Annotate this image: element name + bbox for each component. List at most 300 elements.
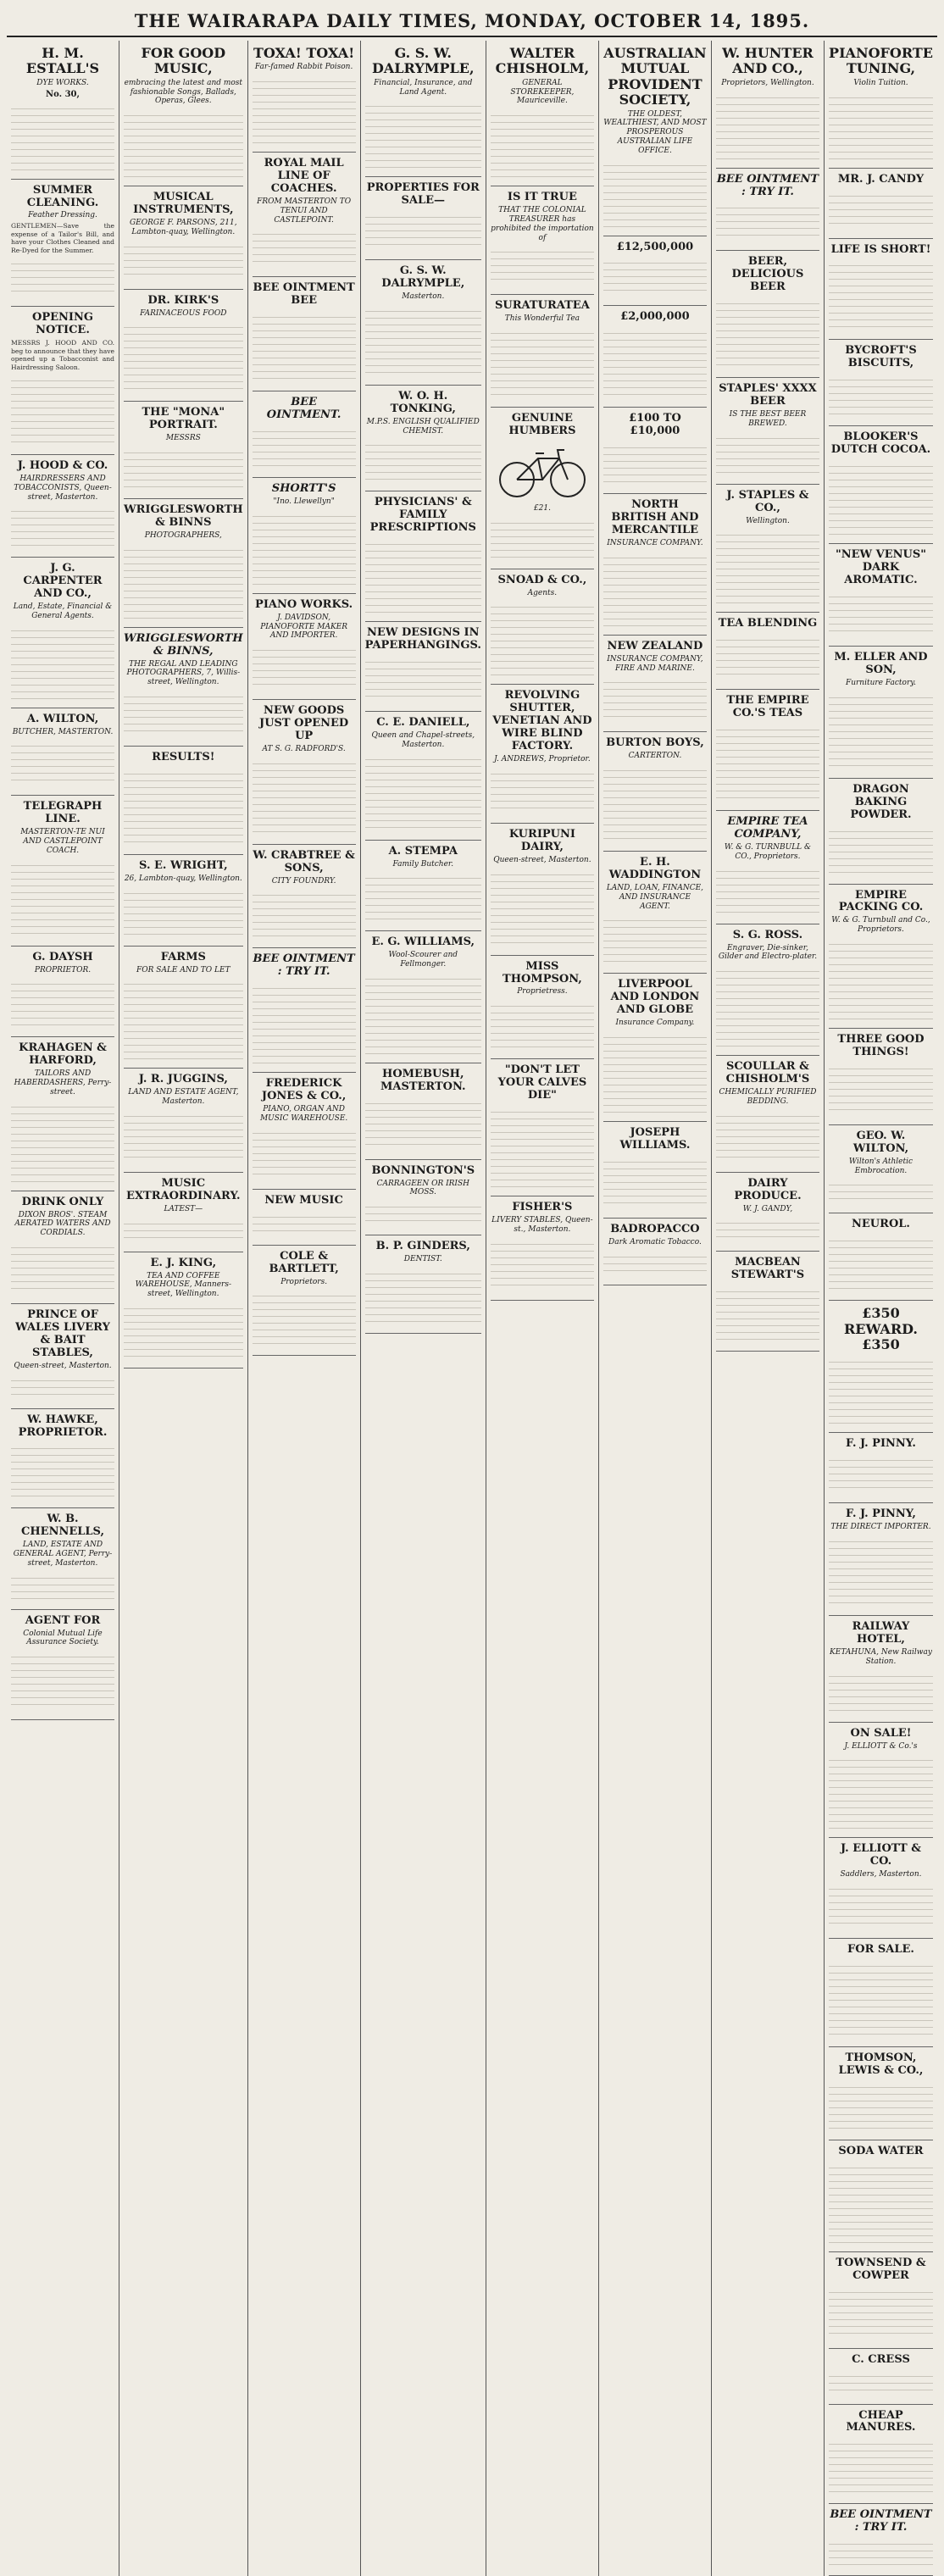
ad-heading: FOR GOOD MUSIC, <box>141 45 226 77</box>
ad-subheading: DIXON BROS'. STEAM AERATED WATERS AND CORDIALS. <box>14 1210 111 1238</box>
ad-subheading: CITY FOUNDRY. <box>271 876 336 886</box>
body-copy-lines <box>829 825 933 875</box>
ad-subheading: LATEST— <box>164 1204 203 1213</box>
advertisement <box>253 1073 356 1189</box>
body-copy-lines <box>829 190 933 230</box>
ad-subheading: "Ino. Llewellyn" <box>273 497 335 507</box>
advertisement <box>829 1838 933 1939</box>
advertisement <box>716 41 819 169</box>
ad-heading: PIANO WORKS. <box>255 597 353 611</box>
advertisement <box>829 239 933 341</box>
advertisement <box>11 41 114 180</box>
body-copy-lines <box>603 914 707 964</box>
ad-subheading: J. ANDREWS, Proprietor. <box>494 755 591 764</box>
body-copy-lines <box>365 1097 481 1151</box>
body-copy-lines <box>829 1883 933 1929</box>
ad-heading: GEO. W. WILTON, <box>852 1129 909 1155</box>
body-copy-lines <box>11 1241 114 1295</box>
body-copy-lines <box>11 625 114 699</box>
ad-heading: TOWNSEND & COWPER <box>836 2256 926 2282</box>
ad-subheading: LAND, ESTATE AND GENERAL AGENT, Perry-street, Masterton. <box>13 1541 113 1568</box>
ad-heading: W. B. CHENNELLS, <box>21 1513 104 1539</box>
ad-heading: NEW DESIGNS IN PAPERHANGINGS. <box>364 626 481 652</box>
ad-subheading: Furniture Factory. <box>845 678 917 687</box>
ad-heading: CHEAP MANURES. <box>846 2408 916 2434</box>
advertisement <box>253 391 356 478</box>
column-8-9 <box>825 41 937 2576</box>
ad-subheading: Masterton. <box>402 292 445 302</box>
ad-heading: BEE OINTMENT BEE <box>253 281 355 308</box>
advertisement <box>124 1069 243 1173</box>
ad-subheading: Proprietress. <box>517 987 568 997</box>
body-copy-lines <box>491 1106 594 1187</box>
ad-body-text: GENTLEMEN—Save the expense of a Tailor's Bill, and have your Clothes Cleaned and Re-Dyed for the Summer. <box>11 222 115 254</box>
ad-heading: EMPIRE PACKING CO. <box>838 888 924 914</box>
ad-heading: LIVERPOOL AND LONDON AND GLOBE <box>610 978 700 1017</box>
body-copy-lines <box>716 92 819 159</box>
advertisement <box>829 2504 933 2576</box>
ad-subheading: MESSRS <box>165 434 201 443</box>
ad-heading: SURATURATEA <box>495 299 590 313</box>
ad-heading: BONNINGTON'S <box>371 1163 475 1177</box>
ad-heading: BEER, DELICIOUS BEER <box>731 255 804 294</box>
body-copy-lines <box>253 510 356 585</box>
body-copy-lines <box>603 327 707 398</box>
body-copy-lines <box>491 869 594 947</box>
body-copy-lines <box>829 1235 933 1291</box>
advertisement <box>491 956 594 1060</box>
masthead <box>7 5 937 37</box>
ad-subheading: DENTIST. <box>403 1255 442 1264</box>
body-copy-lines <box>829 2081 933 2131</box>
body-copy-lines <box>365 100 481 168</box>
ad-subheading: THE OLDEST, WEALTHIEST, AND MOST PROSPEROUS AUSTRALIAN LIFE OFFICE. <box>603 109 707 155</box>
advertisement <box>365 1160 481 1236</box>
ad-heading: BEE OINTMENT : TRY IT. <box>716 172 819 198</box>
body-copy-lines <box>829 1356 933 1424</box>
ad-subheading: Engraver, Die-sinker, Gilder and Electro-plater. <box>718 943 818 962</box>
body-copy-lines <box>11 859 114 937</box>
advertisement <box>11 1610 114 1721</box>
ad-heading: A. WILTON, <box>26 712 99 725</box>
column-1 <box>7 41 119 2576</box>
ad-subheading: Feather Dressing. <box>28 211 97 220</box>
ad-subheading: Queen-street, Masterton. <box>493 855 591 864</box>
body-copy-lines <box>603 257 707 297</box>
advertisement <box>603 974 707 1122</box>
body-copy-lines <box>716 1110 819 1163</box>
ad-subheading: INSURANCE COMPANY. <box>607 539 703 548</box>
advertisement <box>491 41 594 186</box>
body-copy-lines <box>253 425 356 469</box>
ad-subheading: Far-famed Rabbit Poison. <box>254 63 353 72</box>
ad-subheading: W. & G. Turnbull and Co., Proprietors. <box>831 916 930 935</box>
ad-subheading: GEORGE F. PARSONS, 211, Lambton-quay, Wellington. <box>129 219 237 236</box>
body-copy-lines <box>829 2538 933 2567</box>
body-copy-lines <box>829 2286 933 2340</box>
advertisement <box>124 41 243 186</box>
body-copy-lines <box>716 865 819 915</box>
advertisement <box>124 628 243 747</box>
advertisement <box>491 685 594 823</box>
advertisement <box>491 1059 594 1196</box>
ad-subheading: This Wonderful Tea <box>504 314 580 324</box>
ad-subheading: AT S. G. RADFORD'S. <box>262 745 346 754</box>
ad-heading: KRAHAGEN & HARFORD, <box>19 1041 107 1068</box>
body-copy-lines <box>253 75 356 143</box>
ad-subheading: Family Butcher. <box>392 859 454 869</box>
body-copy-lines <box>716 297 819 369</box>
ad-subheading: Proprietors. <box>280 1277 328 1286</box>
advertisement <box>603 408 707 494</box>
body-copy-lines <box>603 764 707 842</box>
ad-heading: FREDERICK JONES & CO., <box>261 1077 347 1103</box>
advertisement <box>124 855 243 947</box>
advertisement <box>491 295 594 408</box>
ad-heading: E. G. WILLIAMS, <box>371 935 475 949</box>
ad-heading: SNOAD & CO., <box>497 573 587 586</box>
body-copy-lines <box>124 447 243 490</box>
body-copy-lines <box>829 2370 933 2396</box>
ad-heading: SHORTT'S <box>271 482 336 496</box>
ad-subheading: PIANO, ORGAN AND MUSIC WAREHOUSE. <box>259 1105 348 1124</box>
advertisement <box>829 2252 933 2349</box>
column-4 <box>361 41 486 2576</box>
body-copy-lines <box>253 644 356 691</box>
advertisement <box>11 1037 114 1191</box>
ad-subheading: LAND, LOAN, FINANCE, AND INSURANCE AGENT. <box>606 884 704 911</box>
body-copy-lines <box>365 439 481 482</box>
body-copy-lines <box>253 1127 356 1180</box>
advertisement <box>253 594 356 700</box>
ad-heading: J. ELLIOTT & CO. <box>841 1842 921 1868</box>
body-copy-lines <box>716 1285 819 1342</box>
ad-heading: DAIRY PRODUCE. <box>734 1176 802 1202</box>
ad-subheading: Queen and Chapel-streets, Masterton. <box>371 731 475 749</box>
ad-heading: THE "MONA" PORTRAIT. <box>142 406 225 432</box>
body-copy-lines <box>491 517 594 560</box>
ad-subheading: J. DAVIDSON, PIANOFORTE MAKER AND IMPORTER. <box>260 613 348 641</box>
ad-heading: SUMMER CLEANING. <box>26 183 99 209</box>
advertisement <box>829 1939 933 2047</box>
body-copy-lines <box>603 1156 707 1209</box>
body-copy-lines <box>829 591 933 637</box>
advertisement <box>829 169 933 239</box>
advertisement <box>829 2140 933 2252</box>
advertisement <box>253 948 356 1073</box>
body-copy-lines <box>603 676 707 723</box>
ad-heading: PHYSICIANS' & FAMILY PRESCRIPTIONS <box>369 496 476 535</box>
advertisement <box>829 426 933 544</box>
body-copy-lines <box>491 1238 594 1291</box>
body-copy-lines <box>603 159 707 227</box>
body-copy-lines <box>365 305 481 376</box>
advertisement <box>829 544 933 647</box>
advertisement <box>829 1029 933 1125</box>
ad-heading: AGENT FOR <box>25 1613 101 1627</box>
body-copy-lines <box>603 1031 707 1113</box>
ad-heading: J. HOOD & CO. <box>17 459 108 472</box>
ad-heading: ON SALE! <box>850 1726 912 1740</box>
body-copy-lines <box>829 92 933 159</box>
body-copy-lines <box>124 887 243 937</box>
ad-heading: FOR SALE. <box>847 1942 914 1956</box>
advertisement <box>829 2349 933 2405</box>
advertisement <box>365 386 481 491</box>
body-copy-lines <box>124 109 243 177</box>
advertisement <box>829 2047 933 2140</box>
ad-heading: J. STAPLES & CO., <box>726 488 809 514</box>
ad-heading: £100 TO £10,000 <box>629 412 681 438</box>
ad-subheading: embracing the latest and most fashionable Songs, Ballads, Operas, Glees. <box>124 78 243 106</box>
advertisement <box>253 1246 356 1357</box>
body-copy-lines <box>253 311 356 382</box>
ad-subheading: INSURANCE COMPANY, FIRE AND MARINE. <box>607 654 703 673</box>
advertisement <box>603 636 707 733</box>
ad-heading: F. J. PINNY, <box>846 1507 916 1521</box>
advertisement <box>253 478 356 594</box>
ad-subheading: Saddlers, Masterton. <box>840 1870 922 1879</box>
ad-heading: BADROPACCO <box>610 1222 700 1235</box>
ad-subheading: LIVERY STABLES, Queen-st., Masterton. <box>491 1216 593 1234</box>
ad-heading: IS IT TRUE <box>507 191 577 204</box>
body-copy-lines <box>491 768 594 814</box>
advertisement <box>829 647 933 779</box>
advertisement <box>716 1252 819 1352</box>
column-3 <box>248 41 361 2576</box>
advertisement <box>365 841 481 932</box>
ad-heading: BEE OINTMENT : TRY IT. <box>830 2508 932 2534</box>
advertisement <box>491 186 594 295</box>
body-copy-lines <box>124 768 243 846</box>
body-copy-lines <box>829 1179 933 1204</box>
ad-subheading: HAIRDRESSERS AND TOBACCONISTS, Queen-street, Masterton. <box>14 474 112 502</box>
ad-subheading: CARRAGEEN OR IRISH MOSS. <box>376 1179 469 1197</box>
advertisement <box>124 402 243 499</box>
advertisement <box>11 558 114 708</box>
body-copy-lines <box>491 327 594 398</box>
body-copy-lines <box>365 753 481 831</box>
ad-heading: MUSICAL INSTRUMENTS, <box>133 191 234 217</box>
advertisement <box>253 41 356 153</box>
ad-heading: ROYAL MAIL LINE OF COACHES. <box>264 157 344 196</box>
body-copy-lines <box>11 1442 114 1499</box>
ad-subheading: LAND AND ESTATE AGENT, Masterton. <box>128 1088 239 1107</box>
ad-heading: RAILWAY HOTEL, <box>852 1620 910 1646</box>
advertisement <box>829 1723 933 1839</box>
ad-heading: BYCROFT'S BISCUITS, <box>845 344 917 370</box>
ad-heading: OPENING NOTICE. <box>32 311 93 337</box>
advertisement <box>603 1219 707 1285</box>
advertisement <box>829 2405 933 2505</box>
ad-heading: DR. KIRK'S <box>147 293 219 307</box>
body-copy-lines <box>253 228 356 268</box>
ad-subheading: J. ELLIOTT & Co.'s <box>844 1741 918 1751</box>
body-copy-lines <box>716 432 819 475</box>
ad-subheading: Land, Estate, Financial & General Agents. <box>13 602 113 620</box>
advertisement <box>365 931 481 1063</box>
ad-heading: NEW MUSIC <box>264 1193 343 1207</box>
advertisement <box>716 251 819 378</box>
body-copy-lines <box>365 872 481 922</box>
body-copy-lines <box>124 321 243 392</box>
advertisement <box>253 700 356 845</box>
ad-subheading: MASTERTON-TE NUI AND CASTLEPOINT COACH. <box>20 828 105 855</box>
advertisement <box>716 690 819 811</box>
body-copy-lines <box>603 1251 707 1276</box>
advertisement <box>124 1173 243 1252</box>
body-copy-lines <box>491 109 594 177</box>
advertisement <box>124 947 243 1069</box>
body-copy-lines <box>124 1218 243 1243</box>
body-copy-lines <box>253 1211 356 1236</box>
body-copy-lines <box>365 656 481 702</box>
ad-subheading: Agents. <box>527 588 558 597</box>
ad-heading: W. HUNTER AND CO., <box>722 45 814 77</box>
advertisement <box>365 712 481 841</box>
ad-heading: SODA WATER <box>838 2144 924 2157</box>
advertisement <box>716 924 819 1057</box>
ad-heading: COLE & BARTLETT, <box>269 1249 339 1275</box>
ad-heading: A. STEMPA <box>388 844 458 858</box>
advertisement <box>124 1252 243 1368</box>
advertisement <box>716 1173 819 1252</box>
body-copy-lines <box>716 202 819 242</box>
ad-heading: TELEGRAPH LINE. <box>23 800 103 826</box>
advertisement <box>716 378 819 484</box>
ad-subheading: Proprietors, Wellington. <box>721 78 814 87</box>
ad-heading: PIANOFORTE TUNING, <box>829 45 933 77</box>
advertisement <box>365 491 481 622</box>
ad-heading: THE EMPIRE CO.'S TEAS <box>726 694 809 720</box>
body-copy-lines <box>124 544 243 619</box>
ad-heading: THREE GOOD THINGS! <box>837 1032 925 1058</box>
column-6 <box>599 41 712 2576</box>
ad-subheading: Insurance Company. <box>615 1019 695 1028</box>
ad-heading: FARMS <box>160 950 206 963</box>
ad-subheading: CARTERTON. <box>628 752 682 761</box>
ad-footer: No. 30, <box>46 89 80 99</box>
body-copy-lines <box>716 634 819 680</box>
advertisement <box>829 41 933 169</box>
ad-heading: JOSEPH WILLIAMS. <box>619 1126 691 1152</box>
ad-subheading: W. J. GANDY, <box>742 1204 793 1213</box>
ad-heading: TOXA! TOXA! <box>253 45 355 61</box>
ad-heading: STAPLES' XXXX BEER <box>719 382 817 408</box>
ad-heading: G. S. W. DALRYMPLE, <box>381 264 465 291</box>
body-copy-lines <box>829 1754 933 1829</box>
ad-subheading: Wellington. <box>746 516 790 525</box>
advertisement <box>603 236 707 307</box>
advertisement <box>11 180 114 308</box>
advertisement <box>124 499 243 628</box>
ad-heading: NEW GOODS JUST OPENED UP <box>259 704 349 743</box>
advertisement <box>829 340 933 426</box>
body-copy-lines <box>253 758 356 836</box>
body-copy-lines <box>829 691 933 769</box>
ad-subheading: BUTCHER, MASTERTON. <box>12 727 114 736</box>
body-copy-lines <box>11 1572 114 1601</box>
ad-subheading: TAILORS AND HABERDASHERS, Perry-street. <box>14 1069 112 1096</box>
body-copy-lines <box>716 529 819 603</box>
advertisement <box>11 307 114 455</box>
body-copy-lines <box>253 889 356 939</box>
advertisement <box>603 852 707 974</box>
column-7 <box>712 41 825 2576</box>
advertisement <box>716 811 819 924</box>
body-copy-lines <box>11 1101 114 1182</box>
ad-heading: WALTER CHISHOLM, <box>495 45 590 77</box>
ad-heading: GENUINE HUMBERS <box>508 412 576 437</box>
advertisement <box>829 1301 933 1433</box>
ad-heading: MUSIC EXTRAORDINARY. <box>126 1176 241 1202</box>
ad-heading: S. G. ROSS. <box>732 928 803 941</box>
body-copy-lines <box>829 1670 933 1713</box>
ad-heading: G. S. W. DALRYMPLE, <box>372 45 475 77</box>
body-copy-lines <box>365 1201 481 1226</box>
body-copy-lines <box>11 740 114 786</box>
ad-heading: TEA BLENDING <box>718 617 818 630</box>
body-copy-lines <box>603 441 707 485</box>
ad-heading: RESULTS! <box>152 750 215 763</box>
advertisement <box>829 779 933 885</box>
advertisement <box>11 708 114 797</box>
ad-subheading: W. & G. TURNBULL & CO., Proprietors. <box>724 843 812 861</box>
ad-subheading: KETAHUNA, New Railway Station. <box>830 1647 932 1666</box>
advertisement <box>716 1056 819 1172</box>
ad-heading: WRIGGLESWORTH & BINNS <box>124 503 243 529</box>
advertisement <box>11 1409 114 1509</box>
ad-heading: J. G. CARPENTER AND CO., <box>23 562 103 601</box>
ad-heading: MACBEAN STEWART'S <box>730 1256 805 1282</box>
ad-subheading: THE REGAL AND LEADING PHOTOGRAPHERS, 7, Willis-street, Wellington. <box>126 659 241 687</box>
ad-heading: £12,500,000 <box>616 240 694 253</box>
ad-heading: W. HAWKE, PROPRIETOR. <box>18 1413 108 1439</box>
body-copy-lines <box>253 982 356 1063</box>
ad-subheading: Wilton's Athletic Embrocation. <box>848 1157 913 1175</box>
advertisement <box>716 485 819 613</box>
ad-heading: C. CRESS <box>852 2352 910 2366</box>
ad-heading: THOMSON, LEWIS & CO., <box>838 2051 924 2077</box>
ad-heading: F. J. PINNY. <box>846 1437 916 1451</box>
ad-subheading: FOR SALE AND TO LET <box>136 965 230 974</box>
advertisement <box>829 1616 933 1722</box>
advertisement <box>365 41 481 177</box>
body-copy-lines <box>716 1217 819 1242</box>
advertisement <box>603 494 707 636</box>
advertisement <box>829 885 933 1029</box>
ad-heading: REVOLVING SHUTTER, VENETIAN AND WIRE BLIND FACTORY. <box>492 689 592 753</box>
advertisement <box>11 1191 114 1304</box>
column-2 <box>119 41 248 2576</box>
body-copy-lines <box>829 938 933 1019</box>
body-copy-lines <box>124 1110 243 1163</box>
advertisement <box>124 747 243 855</box>
advertisement <box>603 306 707 408</box>
advertisement <box>11 455 114 558</box>
advertisement <box>124 186 243 289</box>
ad-subheading: PROPRIETOR. <box>34 965 92 974</box>
ad-subheading: PHOTOGRAPHERS, <box>144 530 222 540</box>
ad-subheading: Violin Tuition. <box>853 78 908 87</box>
ad-heading: E. H. WADDINGTON <box>608 856 702 882</box>
advertisement <box>829 1125 933 1213</box>
ad-heading: EMPIRE TEA COMPANY, <box>727 815 808 841</box>
ad-subheading: THAT THE COLONIAL TREASURER has prohibited the importation of <box>491 206 594 242</box>
body-copy-lines <box>829 2162 933 2243</box>
ad-heading: £350 REWARD. £350 <box>843 1305 918 1353</box>
ad-subheading: TEA AND COFFEE WAREHOUSE, Manners-street, Wellington. <box>135 1271 231 1299</box>
